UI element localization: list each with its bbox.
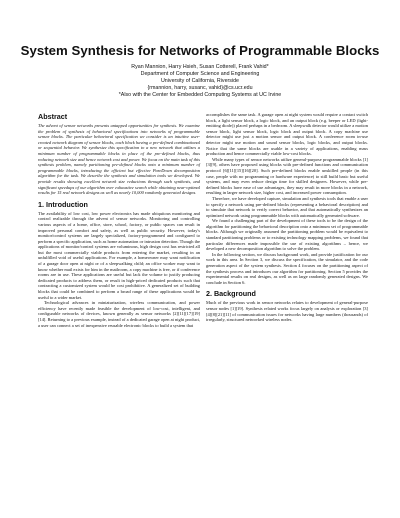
intro-paragraph: Technological advances in miniaturization, wireless communication, and power efficiency have recently made feasible the development of low-cost, intelligent, and configurable networks of devices, known generally as sensor networks [2][11][17][19][14]. Returning to a previous example, instead of a dedicated garage open at night product, a user can connect a set of inexpensive reusable electronic blocks to build a system that [38, 300, 200, 328]
body-paragraph: We found a challenging part of the development of these tools to be the design of the algorithm for partitioning the behavioral description onto a minimum set of programmable blocks. Although we originally assumed the partitioning problem would be equivalent to standard partitioning problems or to existing technology mapping problems, we found that particular differences made impossible the use of existing algorithms – hence, we developed a new decomposition algorithm to solve the problem. [206, 218, 368, 252]
body-paragraph: accomplishes the same task. A garage open at night system would require a contact switch block, a light sensor block, a logic block, and an output block (e.g. beeper or LED (light-emitting diode)) placed perhaps in a bedroom. A sleepwalk detector would utilize a motion sensor block, light sensor block, logic block and output block. A copy machine use detector might use just a motion sensor and output block. A conference room in-use detector might use motion and sound sensor blocks, logic blocks, and output blocks. Notice that the same blocks are usable in a variety of applications, enabling mass production and hence commercially viable low-cost blocks. [206, 112, 368, 157]
body-paragraph: While many types of sensor networks utilize general-purpose programmable blocks [1][3][9], others have proposed using blocks with pre-defined functions and communication protocol [6][11][15][16][20]. Such pre-defined blocks enable unskilled people (in this case, people with no programming or hardware experience) to still build basic but useful systems, and may even reduce design time for skilled designers. However, while pre-defined blocks have ease of use advantages, they may result in more blocks in a network, resulting in larger network size, higher cost, and increased power consumption. [206, 156, 368, 196]
left-column [38, 112, 200, 328]
author-names: Ryan Mannion, Harry Hsieh, Susan Cotterell, Frank Vahid* [131, 64, 269, 70]
intro-paragraph: The availability of low cost, low power electronics has made ubiquitous monitoring and control realizable through the advent of sensor networks. Monitoring and controlling various aspects of a home, office, store, school, factory, or public spaces can result in improved personal comfort and safety, as well as public security. However, today's monitor/control systems are largely specialized, factory-programmed and configured to perform a specific application, such as home automation or intrusion detection. Though the applications of monitor/control systems are voluminous, high design cost has restricted all but the most commercially viable products from entering the market, resulting in an unfulfilled void of useful applications. For example, a homeowner may want notification of a garage door open at night or of a sleepwalking child; an office worker may want to know whether mail exists for him in the mailroom, a copy machine is free, or if conference rooms are in use. These applications are useful but lack the volume to justify producing dedicated products to address them, or result in high-priced dedicated products such that contracting a customized system would be cost prohibitive. A generalized set of building blocks that could be combined to perform a broad range of these applications would be useful to a wider market. [38, 210, 200, 300]
background-paragraph: Much of the previous work in sensor networks relates to development of general-purpose sensor nodes [1][19]. Synthesis related works focus largely on analysis or exploration [3][4][8][21][11] of communication issues for networks having large numbers (thousands) of irregularly, structured networked wireless nodes. [206, 300, 368, 323]
section-heading-introduction: 1. Introduction [38, 199, 88, 209]
author-university: University of California, Riverside [160, 78, 239, 85]
paper-title: System Synthesis for Networks of Programmable Blocks [20, 43, 380, 58]
author-affiliation-note: *Also with the Center for Embedded Computing Systems at UC Irvine [118, 92, 282, 99]
abstract-text: The advent of sensor networks presents untapped opportunities for synthesis. We examine the problem of synthesis of behavioral specifications into networks of programmable sensor blocks. The particular behavioral specification we consider is an intuitive user-created network diagram of sensor blocks, each block having a pre-defined combinational or sequential behavior. We synthesize this specification to a new network that utilizes a minimum number of programmable blocks in place of the pre-defined blocks, thus reducing network size and hence network cost and power. We focus on the main task of this synthesis problem, namely partitioning pre-defined blocks onto a minimum number of programmable blocks, introducing the efficient but effective PareDown decomposition algorithm for the task. We describe the synthesis and simulation tools we developed. We provide results showing excellent network size reductions through such synthesis, and significant speedups of our algorithm over exhaustive search while obtaining near-optimal results for 15 real network designs as well as nearly 10,000 randomly generated designs. [38, 123, 200, 196]
author-department: Department of Computer Science and Engineering [140, 71, 260, 78]
right-column [206, 112, 368, 323]
body-paragraph: In the following section, we discuss background work, and provide justification for our work in this area. In Section 3, we discuss the specification, the simulator, and the code generation aspect of the system synthesis. Section 4 focuses on the partitioning aspect of the synthesis process and introduces our algorithm for partitioning. Section 5 provides the experimental results on real designs, as well as on large randomly generated designs. We conclude in Section 6. [206, 251, 368, 285]
body-paragraph: Therefore, we have developed capture, simulation and synthesis tools that enable a user to specify a network using pre-defined blocks (representing a behavioral description) and to simulate that network to verify correct behavior, and that automatically synthesizes an optimized network using programmable blocks with automatically generated software. [206, 195, 368, 218]
section-heading-background: 2. Background [206, 289, 256, 299]
abstract-heading: Abstract [38, 112, 68, 121]
author-block [0, 64, 400, 99]
author-emails: {rmannion, harry, susanc, vahid}@cs.ucr.edu [147, 85, 253, 92]
